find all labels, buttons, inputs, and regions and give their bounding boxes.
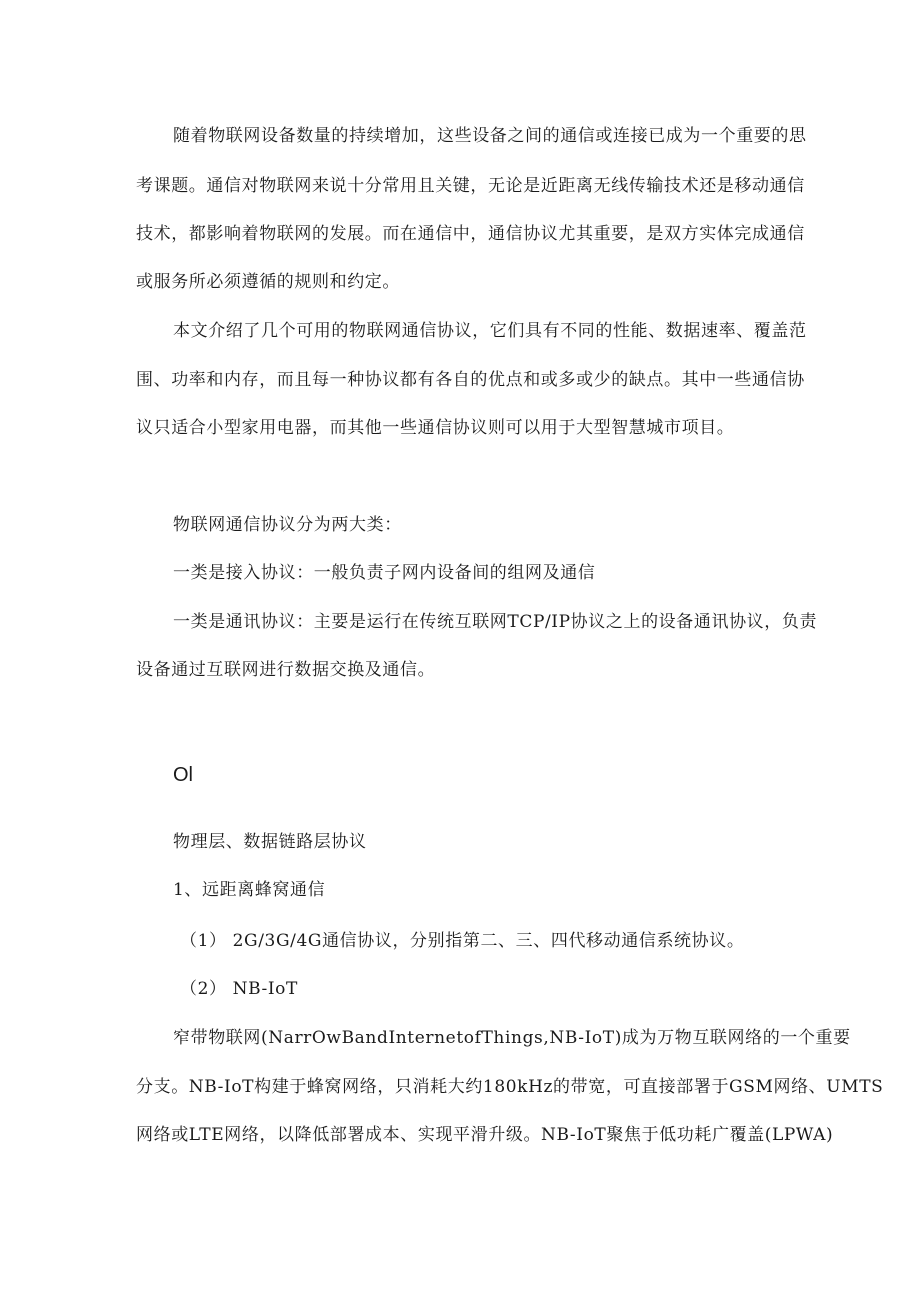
paragraph-intro-line-4: 或服务所必须遵循的规则和约定。 (136, 272, 400, 292)
paragraph-overview-line-2: 围、功率和内存，而且每一种协议都有各自的优点和或多或少的缺点。其中一些通信协 (136, 370, 805, 390)
paragraph-intro-line-1: 随着物联网设备数量的持续增加，这些设备之间的通信或连接已成为一个重要的思 (173, 126, 807, 146)
paragraph-access-protocol: 一类是接入协议：一般负责子网内设备间的组网及通信 (173, 563, 596, 583)
paragraph-nbiot-line-3: 网络或LTE网络，以降低部署成本、实现平滑升级。NB-IoT聚焦于低功耗广覆盖(LPWA) (136, 1125, 834, 1145)
section-title: 物理层、数据链路层协议 (173, 832, 367, 852)
paragraph-overview-line-3: 议只适合小型家用电器，而其他一些通信协议则可以用于大型智慧城市项目。 (136, 418, 735, 438)
paragraph-overview-line-1: 本文介绍了几个可用的物联网通信协议，它们具有不同的性能、数据速率、覆盖范 (173, 321, 807, 341)
paragraph-nbiot-line-1: 窄带物联网(NarrOwBandInternetofThings,NB-IoT)成为万物互联网络的一个重要 (173, 1028, 851, 1048)
paragraph-intro-line-3: 技术，都影响着物联网的发展。而在通信中，通信协议尤其重要，是双方实体完成通信 (136, 224, 805, 244)
paragraph-nbiot-line-2: 分支。NB-IoT构建于蜂窝网络，只消耗大约180kHz的带宽，可直接部署于GSM网络、UMTS (136, 1077, 884, 1097)
section-number: Ol (173, 764, 193, 786)
paragraph-intro-line-2: 考课题。通信对物联网来说十分常用且关键，无论是近距离无线传输技术还是移动通信 (136, 176, 805, 196)
paragraph-comm-protocol-line-1: 一类是通讯协议：主要是运行在传统互联网TCP/IP协议之上的设备通讯协议，负责 (173, 612, 818, 632)
list-item-nbiot: （2） NB-IoT (180, 979, 298, 999)
list-item-2g3g4g: （1） 2G/3G/4G通信协议，分别指第二、三、四代移动通信系统协议。 (180, 931, 745, 951)
subsection-title: 1、远距离蜂窝通信 (173, 880, 326, 900)
paragraph-comm-protocol-line-2: 设备通过互联网进行数据交换及通信。 (136, 660, 436, 680)
paragraph-categories: 物联网通信协议分为两大类： (173, 515, 402, 535)
